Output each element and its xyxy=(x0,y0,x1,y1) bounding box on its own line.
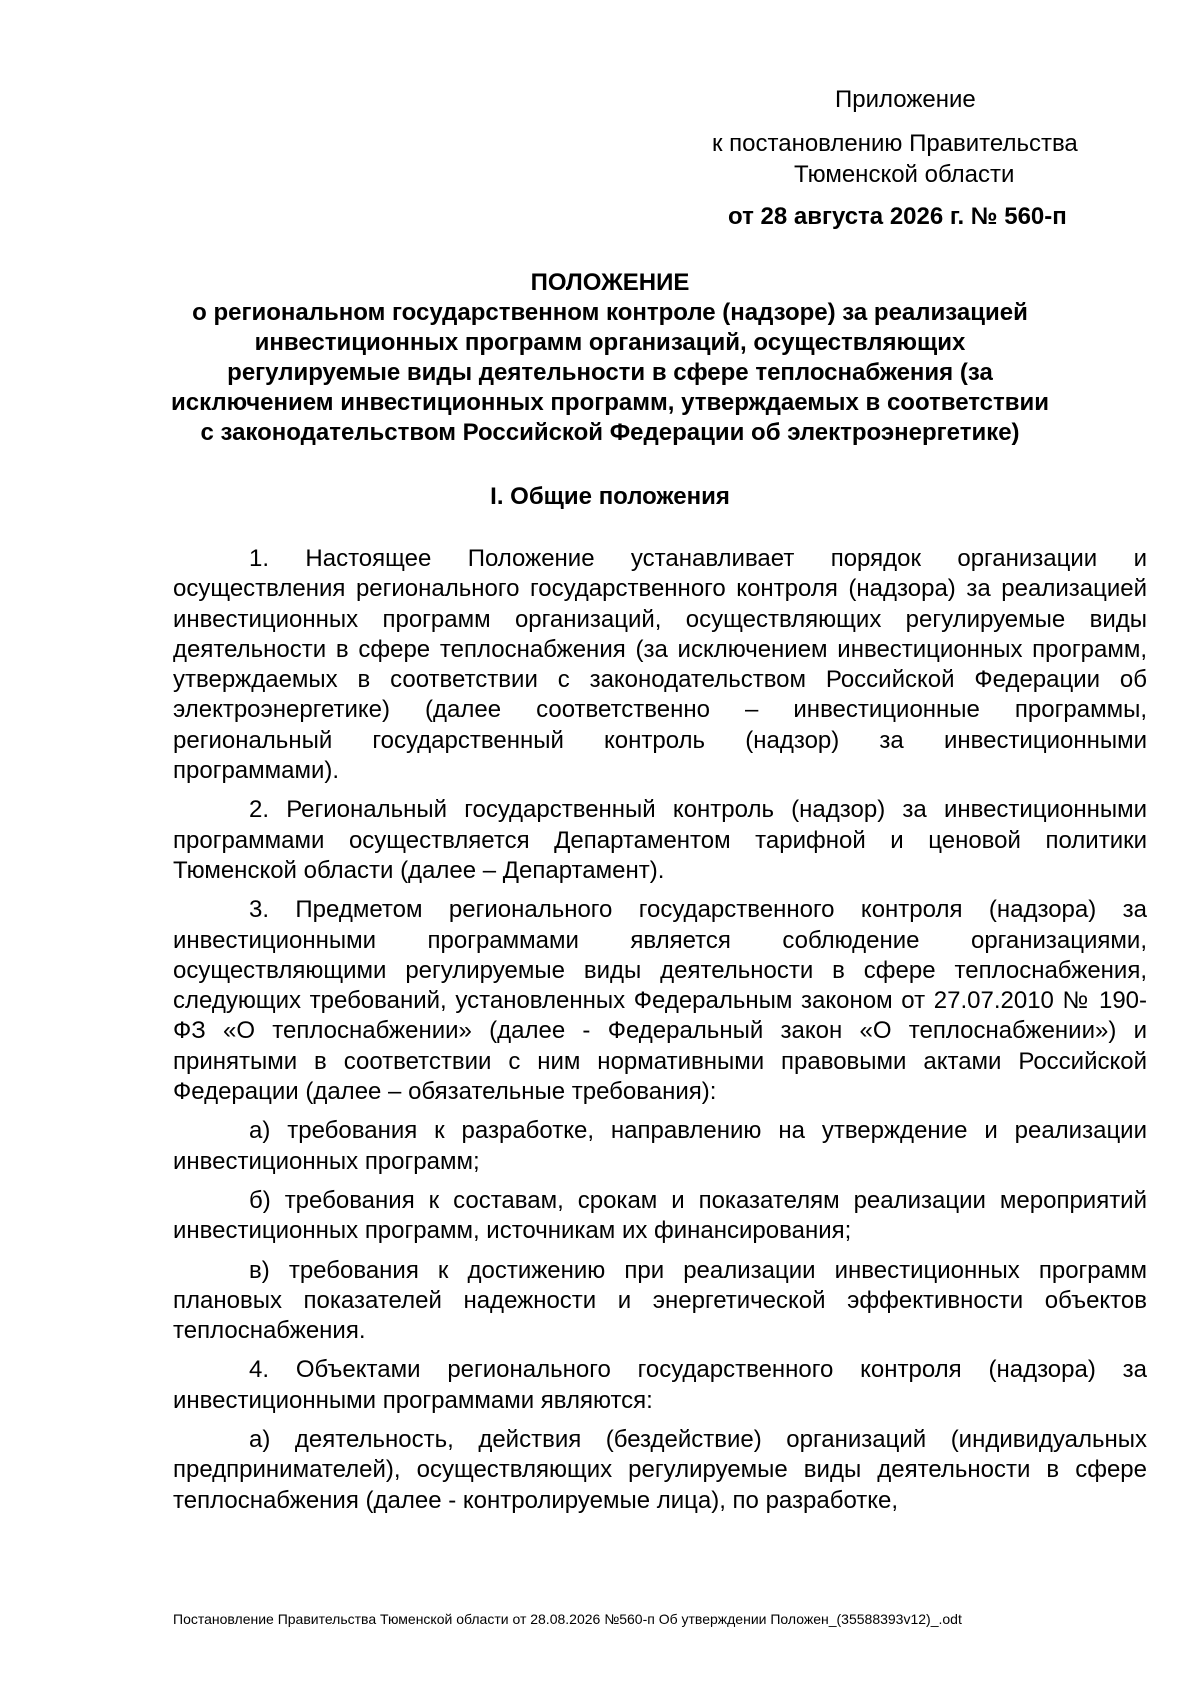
resolution-reference: к постановлению Правительства xyxy=(712,130,1078,157)
document-title xyxy=(150,268,1070,448)
title-line: о региональном государственном контроле (надзоре) за реализацией xyxy=(192,299,1028,326)
paragraph: а) деятельность, действия (бездействие) организаций (индивидуальных предпринимателей), осуществляющих регулируемые виды деятельности в сфере теплоснабжения (далее - контролируемые лица), по разработке, xyxy=(173,1426,1147,1514)
paragraph: б) требования к составам, срокам и показателям реализации мероприятий инвестиционных программ, источникам их финансирования; xyxy=(173,1186,1147,1245)
paragraph: 1. Настоящее Положение устанавливает порядок организации и осуществления регионального государственного контроля (надзора) за реализацией инвестиционных программ организаций, осуществляющих регулируемые виды деятельности в сфере теплоснабжения (за исключением инвестиционных программ, утверждаемых в соответствии с законодательством Российской Федерации об электроэнергетике) (далее соответственно – инвестиционные программы, региональный государственный контроль (надзор) за инвестиционными программами). xyxy=(173,545,1147,785)
resolution-date-number: от 28 августа 2026 г. № 560-п xyxy=(728,203,1067,230)
appendix-label: Приложение xyxy=(835,86,976,113)
document-body xyxy=(173,544,1147,1525)
paragraph: 4. Объектами регионального государственного контроля (надзора) за инвестиционными программами являются: xyxy=(173,1356,1147,1414)
title-line: регулируемые виды деятельности в сфере теплоснабжения (за xyxy=(227,359,993,386)
title-line: инвестиционных программ организаций, осуществляющих xyxy=(254,329,966,356)
paragraph: а) требования к разработке, направлению на утверждение и реализации инвестиционных программ; xyxy=(173,1117,1147,1175)
title-heading: ПОЛОЖЕНИЕ xyxy=(530,269,690,296)
title-line: исключением инвестиционных программ, утверждаемых в соответствии xyxy=(170,389,1050,416)
paragraph: в) требования к достижению при реализации инвестиционных программ плановых показателей надежности и энергетической эффективности объектов теплоснабжения. xyxy=(173,1256,1147,1345)
section-heading: I. Общие положения xyxy=(490,483,730,510)
paragraph: 2. Региональный государственный контроль (надзор) за инвестиционными программами осуществляется Департаментом тарифной и ценовой политики Тюменской области (далее – Департамент). xyxy=(173,796,1147,884)
region-name: Тюменской области xyxy=(794,161,1015,188)
paragraph: 3. Предметом регионального государственного контроля (надзора) за инвестиционными программами является соблюдение организациями, осуществляющими регулируемые виды деятельности в сфере теплоснабжения, следующих требований, установленных Федеральным законом от 27.07.2010 № 190-ФЗ «О теплоснабжении» (далее - Федеральный закон «О теплоснабжении») и принятыми в соответствии с ним нормативными правовыми актами Российской Федерации (далее – обязательные требования): xyxy=(173,896,1147,1106)
document-footer: Постановление Правительства Тюменской области от 28.08.2026 №560-п Об утверждении Положен_(35588393v12)_.odt xyxy=(173,1611,962,1627)
title-line: с законодательством Российской Федерации об электроэнергетике) xyxy=(200,419,1020,446)
